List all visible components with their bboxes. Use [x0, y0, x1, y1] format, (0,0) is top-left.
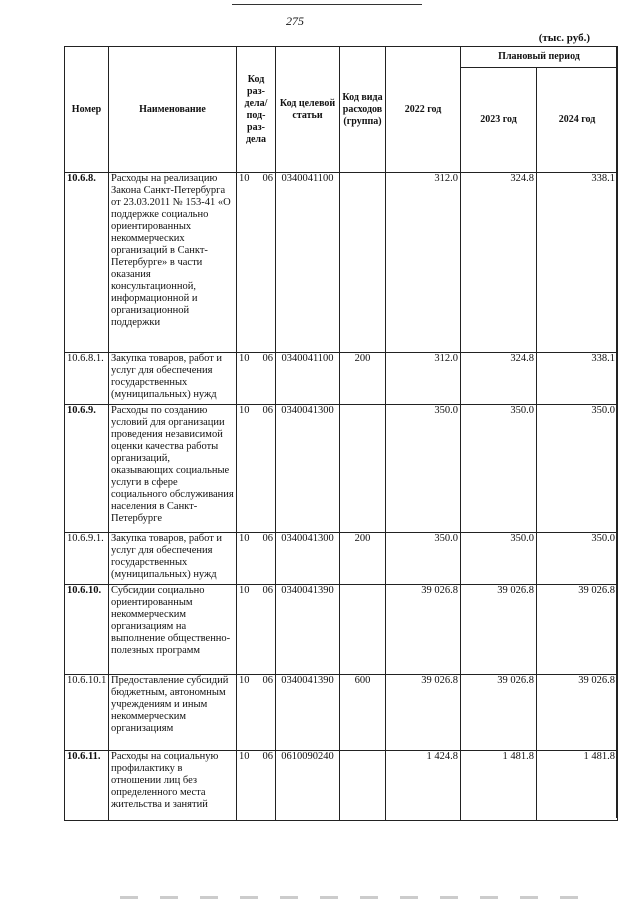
row-section-code — [237, 751, 276, 821]
header-2024: 2024 год — [537, 68, 618, 173]
subsection-code: 06 — [262, 675, 273, 686]
row-section-code — [237, 353, 276, 405]
table-row — [65, 405, 618, 533]
row-target-code: 0340041390 — [276, 585, 340, 675]
row-expense-code: 200 — [340, 533, 386, 585]
row-target-code: 0610090240 — [276, 751, 340, 821]
row-section-code — [237, 585, 276, 675]
subsection-code: 06 — [262, 173, 273, 184]
row-target-code: 0340041300 — [276, 533, 340, 585]
section-code: 10 — [239, 173, 250, 184]
row-name: Субсидии социально ориентированным некоммерческим организациям на выполнение общественно-полезных программ — [109, 585, 237, 675]
row-number: 10.6.9. — [65, 405, 109, 533]
row-number: 10.6.8. — [65, 173, 109, 353]
row-value-2024: 350.0 — [537, 405, 618, 533]
row-name: Закупка товаров, работ и услуг для обеспечения государственных (муниципальных) нужд — [109, 353, 237, 405]
row-value-2024: 39 026.8 — [537, 675, 618, 751]
row-value-2023: 39 026.8 — [461, 675, 537, 751]
row-value-2024: 338.1 — [537, 353, 618, 405]
table-row — [65, 173, 618, 353]
row-name: Предоставление субсидий бюджетным, автономным учреждениям и иным некоммерческим организациям — [109, 675, 237, 751]
row-name: Расходы по созданию условий для организации проведения независимой оценки качества работы организаций, оказывающих социальные услуги в сфере социального обслуживания населения в Санкт-Петербурге — [109, 405, 237, 533]
row-section-code — [237, 173, 276, 353]
row-target-code: 0340041300 — [276, 405, 340, 533]
budget-table — [64, 46, 618, 821]
units-label: (тыс. руб.) — [538, 32, 590, 44]
row-number: 10.6.8.1. — [65, 353, 109, 405]
row-number: 10.6.10. — [65, 585, 109, 675]
row-value-2024: 338.1 — [537, 173, 618, 353]
header-name: Наименование — [109, 47, 237, 173]
row-expense-code — [340, 585, 386, 675]
table-row — [65, 585, 618, 675]
row-name: Расходы на реализацию Закона Санкт-Петербурга от 23.03.2011 № 153-41 «О поддержке социально ориентированных некоммерческих организаций в Санкт-Петербурге» в части оказания консультационной, информационной и организационной поддержки — [109, 173, 237, 353]
header-expense: Код вида расходов (группа) — [340, 47, 386, 173]
table-row — [65, 533, 618, 585]
header-2023: 2023 год — [461, 68, 537, 173]
row-value-2023: 350.0 — [461, 533, 537, 585]
section-code: 10 — [239, 405, 250, 416]
section-code: 10 — [239, 675, 250, 686]
row-value-2023: 350.0 — [461, 405, 537, 533]
row-value-2024: 39 026.8 — [537, 585, 618, 675]
row-value-2024: 1 481.8 — [537, 751, 618, 821]
row-name: Расходы на социальную профилактику в отношении лиц без определенного места жительства и занятий — [109, 751, 237, 821]
table-row — [65, 751, 618, 821]
row-value-2022: 1 424.8 — [386, 751, 461, 821]
row-target-code: 0340041100 — [276, 353, 340, 405]
row-number: 10.6.10.1 — [65, 675, 109, 751]
header-target: Код целевой статьи — [276, 47, 340, 173]
subsection-code: 06 — [262, 585, 273, 596]
row-target-code: 0340041390 — [276, 675, 340, 751]
row-target-code: 0340041100 — [276, 173, 340, 353]
section-code: 10 — [239, 533, 250, 544]
row-value-2022: 350.0 — [386, 533, 461, 585]
row-expense-code — [340, 173, 386, 353]
subsection-code: 06 — [262, 751, 273, 762]
row-expense-code — [340, 405, 386, 533]
row-number: 10.6.9.1. — [65, 533, 109, 585]
row-value-2022: 312.0 — [386, 353, 461, 405]
section-code: 10 — [239, 751, 250, 762]
row-value-2022: 39 026.8 — [386, 675, 461, 751]
table-row — [65, 675, 618, 751]
subsection-code: 06 — [262, 353, 273, 364]
row-value-2023: 324.8 — [461, 353, 537, 405]
row-expense-code — [340, 751, 386, 821]
top-rule — [232, 4, 422, 5]
table-row — [65, 353, 618, 405]
header-planned-period: Плановый период — [461, 47, 618, 68]
row-value-2022: 39 026.8 — [386, 585, 461, 675]
row-number: 10.6.11. — [65, 751, 109, 821]
page-number: 275 — [286, 14, 304, 28]
row-value-2023: 39 026.8 — [461, 585, 537, 675]
row-name: Закупка товаров, работ и услуг для обеспечения государственных (муниципальных) нужд — [109, 533, 237, 585]
header-section: Код раз-дела/ под-раз-дела — [237, 47, 276, 173]
section-code: 10 — [239, 353, 250, 364]
header-2022: 2022 год — [386, 47, 461, 173]
row-value-2022: 350.0 — [386, 405, 461, 533]
subsection-code: 06 — [262, 533, 273, 544]
bottom-scan-mark — [120, 896, 600, 899]
row-expense-code: 600 — [340, 675, 386, 751]
row-section-code — [237, 533, 276, 585]
row-expense-code: 200 — [340, 353, 386, 405]
section-code: 10 — [239, 585, 250, 596]
row-value-2024: 350.0 — [537, 533, 618, 585]
row-section-code — [237, 675, 276, 751]
row-value-2023: 1 481.8 — [461, 751, 537, 821]
header-number: Номер — [65, 47, 109, 173]
row-section-code — [237, 405, 276, 533]
row-value-2022: 312.0 — [386, 173, 461, 353]
row-value-2023: 324.8 — [461, 173, 537, 353]
subsection-code: 06 — [262, 405, 273, 416]
